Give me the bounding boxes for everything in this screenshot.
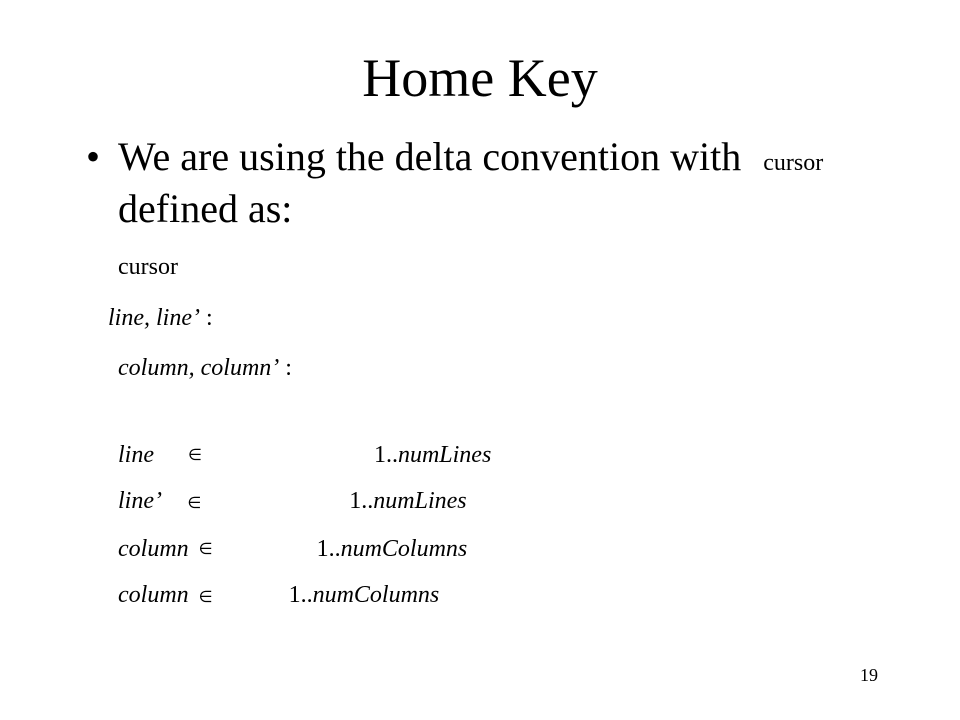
bullet-cursor-word: cursor xyxy=(763,150,824,176)
range-name: numColumns xyxy=(312,582,440,608)
declaration-row xyxy=(88,352,292,383)
predicate-row xyxy=(88,580,439,612)
predicate-var: line xyxy=(118,442,154,468)
schema-header xyxy=(82,250,178,282)
predicate-var: column xyxy=(118,536,189,562)
page-number: 19 xyxy=(860,665,878,685)
schema-name: cursor xyxy=(118,254,178,280)
predicate-row xyxy=(88,486,467,518)
range-prefix: 1.. xyxy=(316,536,341,562)
range-prefix: 1.. xyxy=(373,442,398,468)
bullet-text-part1: We are using the delta convention with xyxy=(118,134,742,179)
predicate-row xyxy=(88,440,491,470)
bullet-dot: • xyxy=(86,134,101,179)
range-prefix: 1.. xyxy=(288,582,313,608)
element-of-icon: ∈ xyxy=(187,493,202,512)
element-of-icon: ∈ xyxy=(198,587,213,606)
range-name: numColumns xyxy=(340,536,468,562)
predicate-row xyxy=(88,534,467,564)
bullet-text xyxy=(118,134,918,232)
predicate-var: column xyxy=(118,582,189,608)
declaration-colon: : xyxy=(279,355,292,381)
element-of-icon: ∈ xyxy=(198,539,213,558)
range-prefix: 1.. xyxy=(349,488,374,514)
declaration-row xyxy=(88,302,213,333)
bullet-text-part2: defined as: xyxy=(118,186,293,231)
range-name: numLines xyxy=(397,442,492,468)
declaration-text: column, column’ xyxy=(118,355,280,381)
element-of-icon: ∈ xyxy=(188,445,202,464)
range-name: numLines xyxy=(373,488,467,514)
slide-title: Home Key xyxy=(362,48,598,108)
declaration-text: line, line’ xyxy=(108,305,200,331)
declaration-colon: : xyxy=(199,305,213,331)
predicate-var: line’ xyxy=(118,488,160,514)
